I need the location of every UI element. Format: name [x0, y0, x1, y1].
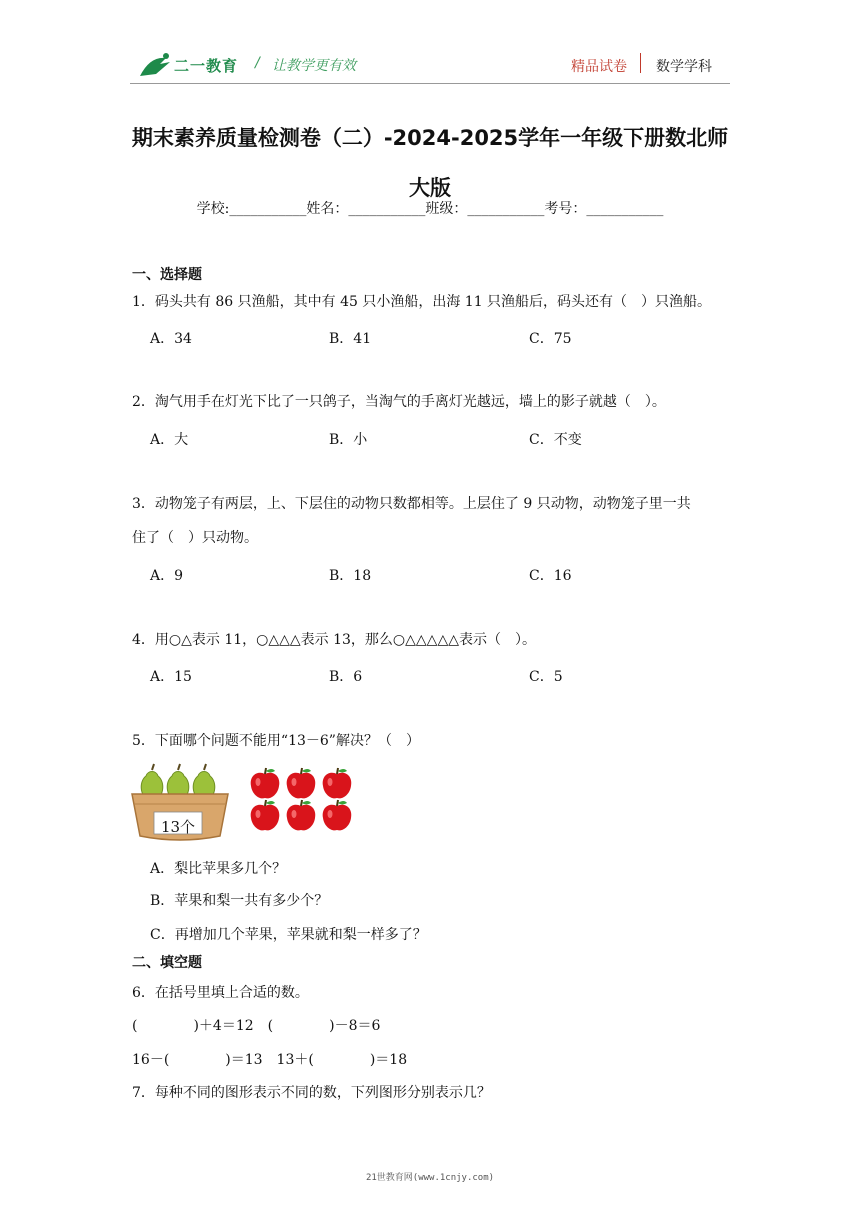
q3-option-a: A．9 [150, 568, 184, 584]
apple-icon [251, 800, 280, 830]
q5-option-c: C．再增加几个苹果，苹果就和梨一样多了？ [150, 927, 427, 943]
q5-option-a: A．梨比苹果多几个？ [150, 861, 287, 877]
header-divider [130, 83, 730, 84]
question-3-line-1: 3．动物笼子有两层，上、下层住的动物只数都相等。上层住了 9 只动物，动物笼子里一共 [132, 496, 691, 512]
apples-illustration [247, 766, 355, 832]
q6-row-1: ( )＋4＝12 ( )－8＝6 [132, 1018, 381, 1034]
question-3-line-2: 住了（ ）只动物。 [132, 530, 258, 546]
q1-option-a: A．34 [150, 331, 192, 347]
q1-option-b: B．41 [329, 331, 372, 347]
question-5: 5．下面哪个问题不能用“13－6”解决？（ ） [132, 733, 420, 749]
apple-icon [323, 800, 352, 830]
tag-quality-paper: 精品试卷 [571, 59, 627, 75]
section-heading-choice: 一、选择题 [132, 267, 202, 283]
basket-label: 13个 [160, 818, 196, 836]
tag-subject: 数学学科 [656, 59, 712, 75]
q4-option-c: C．5 [529, 669, 563, 685]
tag-divider [640, 53, 641, 73]
apple-icon [323, 768, 352, 798]
question-7: 7．每种不同的图形表示不同的数，下列图形分别表示几？ [132, 1085, 491, 1101]
q4-option-b: B．6 [329, 669, 363, 685]
q6-row-2: 16－( )＝13 13＋( )＝18 [132, 1052, 408, 1068]
q1-option-c: C．75 [529, 331, 572, 347]
section-heading-fill: 二、填空题 [132, 955, 202, 971]
q3-option-b: B．18 [329, 568, 372, 584]
apple-icon [287, 768, 316, 798]
title-line-2: 大版 [409, 176, 451, 200]
brand-name: 二一教育 [174, 57, 239, 75]
q2-option-a: A．大 [150, 432, 189, 448]
question-4: 4．用○△表示 11，○△△△表示 13，那么○△△△△△表示（ ）。 [132, 632, 536, 648]
question-2: 2．淘气用手在灯光下比了一只鸽子，当淘气的手离灯光越远，墙上的影子就越（ ）。 [132, 394, 666, 410]
apple-icon [251, 768, 280, 798]
apple-icon [287, 800, 316, 830]
page-footer: 21世教育网(www.1cnjy.com) [365, 1173, 495, 1183]
question-6: 6．在括号里填上合适的数。 [132, 985, 309, 1001]
q4-option-a: A．15 [150, 669, 192, 685]
slogan-divider: / [255, 55, 260, 71]
slogan: 让教学更有效 [272, 58, 356, 74]
q2-option-b: B．小 [329, 432, 368, 448]
q5-option-b: B．苹果和梨一共有多少个？ [150, 893, 329, 909]
title-line-1: 期末素养质量检测卷（二）-2024-2025学年一年级下册数北师 [131, 126, 729, 150]
q3-option-c: C．16 [529, 568, 572, 584]
student-info-line: 学校:___________姓名：___________班级：___________考号：___________ [196, 201, 664, 217]
runner-icon [140, 58, 170, 76]
question-1: 1．码头共有 86 只渔船，其中有 45 只小渔船，出海 11 只渔船后，码头还有（ ）只渔船。 [132, 294, 712, 310]
q2-option-c: C．不变 [529, 432, 582, 448]
